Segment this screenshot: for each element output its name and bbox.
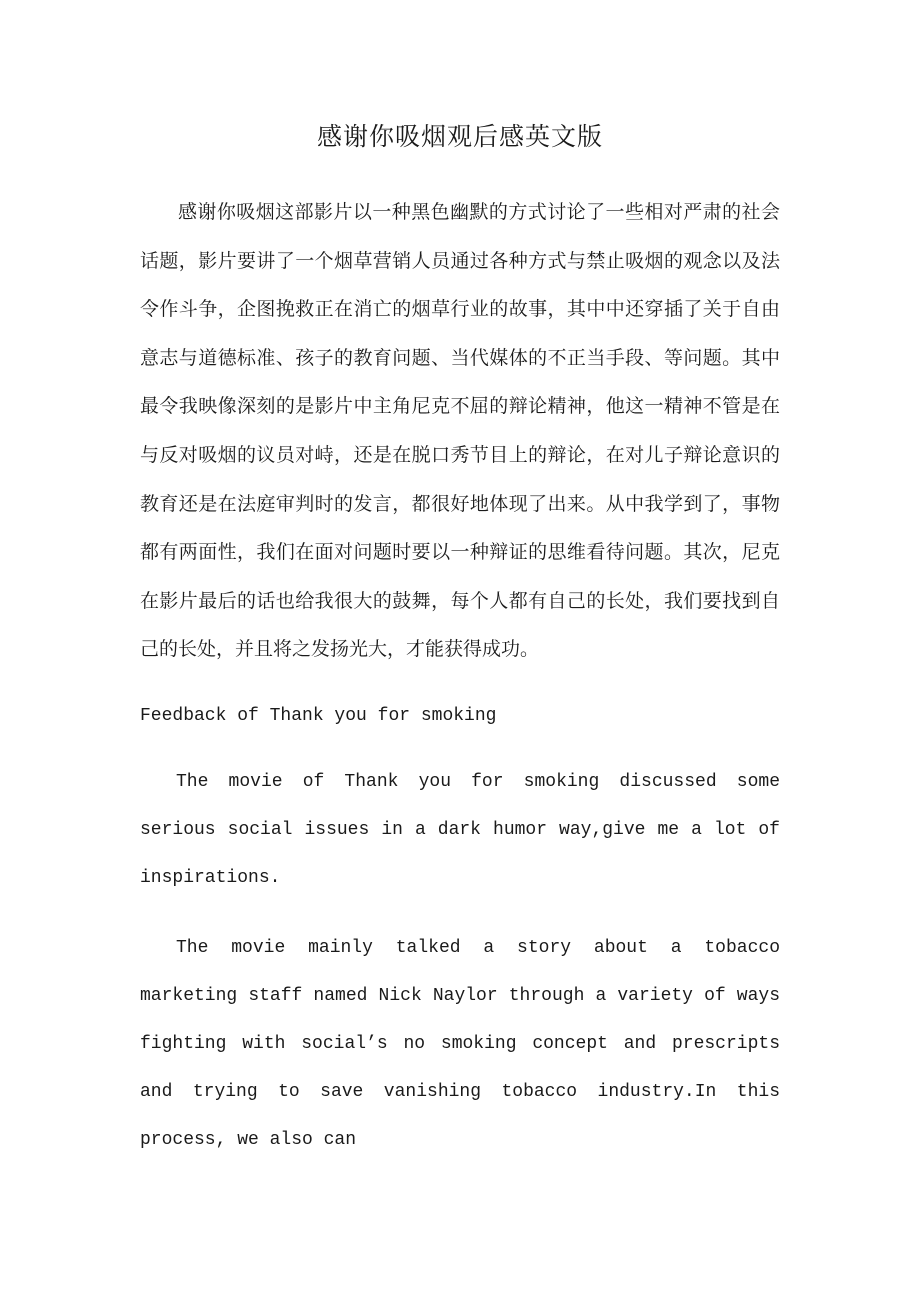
document-page (140, 110, 780, 1186)
document-title: 感谢你吸烟观后感英文版 (316, 122, 603, 151)
english-section-title: Feedback of Thank you for smoking (140, 705, 497, 726)
chinese-paragraph: 感谢你吸烟这部影片以一种黑色幽默的方式讨论了一些相对严肃的社会话题，影片要讲了一个烟草营销人员通过各种方式与禁止吸烟的观念以及法令作斗争，企图挽救正在消亡的烟草行业的故事，其中中还穿插了关于自由意志与道德标准、孩子的教育问题、当代媒体的不正当手段、等问题。其中最令我映像深刻的是影片中主角尼克不屈的辩论精神，他这一精神不管是在与反对吸烟的议员对峙，还是在脱口秀节目上的辩论，在对儿子辩论意识的教育还是在法庭审判时的发言，都很好地体现了出来。从中我学到了，事物都有两面性，我们在面对问题时要以一种辩证的思维看待问题。其次，尼克在影片最后的话也给我很大的鼓舞，每个人都有自己的长处，我们要找到自己的长处，并且将之发扬光大，才能获得成功。 (140, 201, 780, 661)
english-paragraph-2: The movie mainly talked a story about a tobacco marketing staff named Nick Naylor through a variety of ways fighting with social’s no smoking concept and prescripts and trying to save vanishing tobacco industry.In this process, we also can (140, 937, 780, 1150)
english-paragraph-1: The movie of Thank you for smoking discussed some serious social issues in a dark humor way,give me a lot of inspirations. (140, 771, 780, 888)
